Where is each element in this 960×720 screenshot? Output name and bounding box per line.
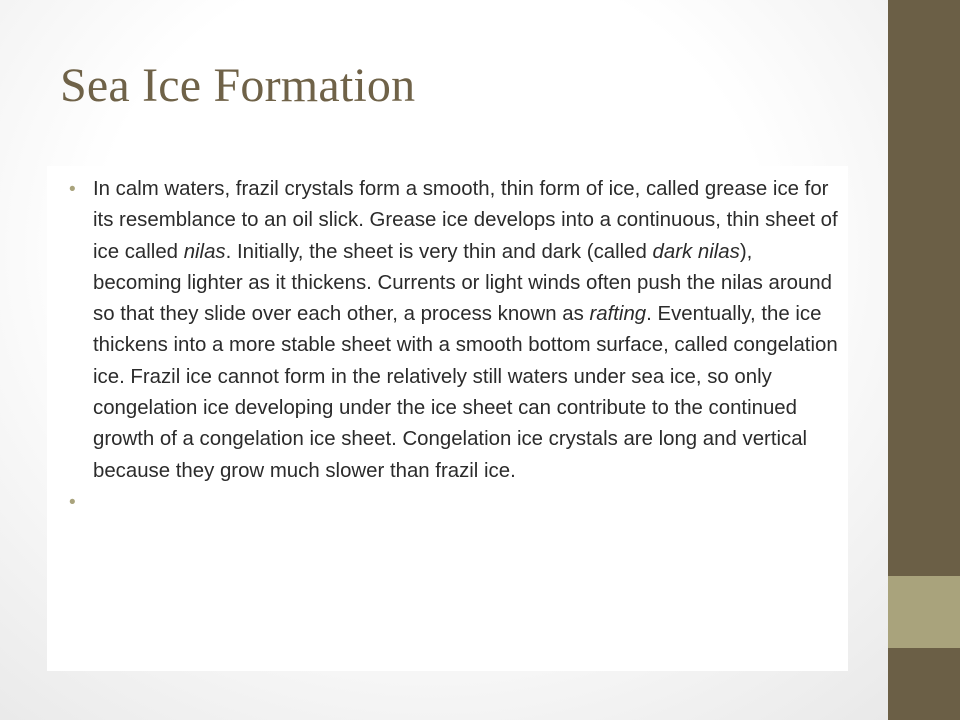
bullet-text-italic-segment: rafting (589, 303, 647, 326)
bullet-text-segment: . Initially, the sheet is very thin and dark (called (225, 240, 653, 263)
bullet-item (47, 166, 848, 487)
bullet-text-segment: . Eventually, the ice thickens into a more stable sheet with a smooth bottom surface, called congelation ice. Frazil ice cannot form in the relatively still waters under sea ice, so only congelation ice developing under the ice sheet can contribute to the continued growth of a congelation ice sheet. Congelation ice crystals are long and vertical because they grow much slower than frazil ice. (93, 303, 838, 482)
bullet-item-empty (47, 487, 848, 518)
bullet-text (93, 166, 848, 487)
bullet-text-italic-segment: dark nilas (652, 240, 740, 263)
slide-title: Sea Ice Formation (60, 59, 416, 112)
side-decoration-accent (888, 576, 960, 648)
content-area (47, 166, 848, 671)
bullet-text-segment: ), becoming lighter as it thickens. Currents or light winds often push the nilas around so that they slide over each other, a process known as (93, 240, 832, 326)
bullet-text-italic-segment: nilas (183, 240, 226, 263)
bullet-icon: • (69, 179, 76, 200)
bullet-text-segment: In calm waters, frazil crystals form a smooth, thin form of ice, called grease ice for its resemblance to an oil slick. Grease ice develops into a continuous, thin sheet of ice called (93, 178, 838, 263)
bullet-list (47, 166, 848, 518)
bullet-icon: • (69, 491, 76, 513)
